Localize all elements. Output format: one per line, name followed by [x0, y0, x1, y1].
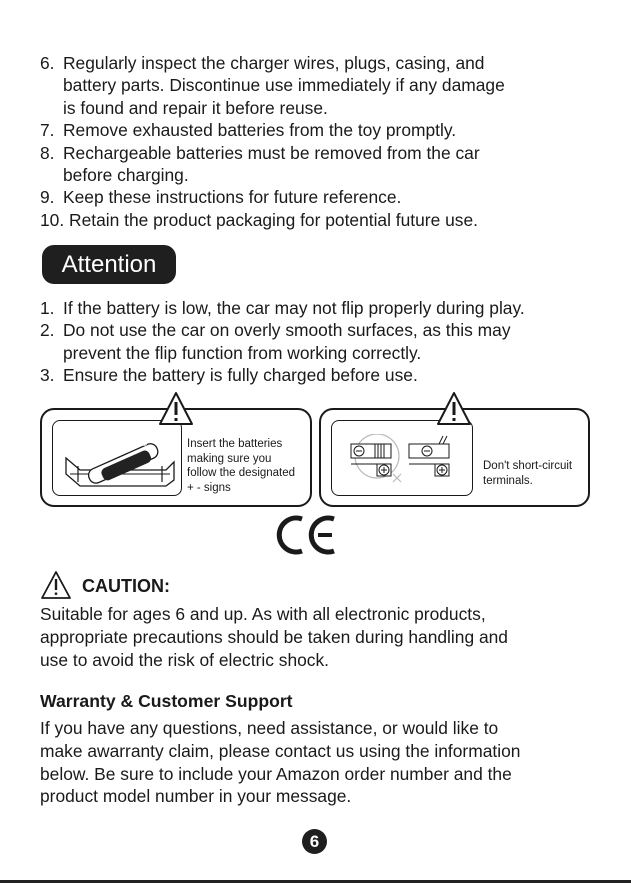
short-circuit-line: Don't short-circuit: [483, 460, 573, 472]
caution-line: appropriate precautions should be taken during handling and: [40, 626, 508, 647]
warranty-heading: Warranty & Customer Support: [40, 691, 293, 711]
instruction-number: 6.: [40, 53, 55, 73]
insert-line: making sure you: [187, 452, 272, 465]
short-circuit-line: terminals.: [483, 474, 533, 487]
insert-line: follow the designated: [187, 467, 296, 479]
ce-mark-logo: [276, 515, 338, 555]
insert-line: + - signs: [187, 481, 231, 494]
warranty-line: make awarranty claim, please contact us using the information: [40, 740, 521, 761]
caution-paragraph: [40, 603, 600, 671]
instruction-text-cont: battery parts. Discontinue use immediately if any damage: [63, 75, 505, 96]
instruction-text: Regularly inspect the charger wires, plugs, casing, and: [63, 53, 485, 73]
page-number-badge: 6: [302, 829, 327, 854]
caution-line: use to avoid the risk of electric shock.: [40, 649, 330, 670]
terminal-illustration: [339, 434, 469, 494]
attention-text-cont: prevent the flip function from working correctly.: [63, 342, 422, 363]
instruction-item: [40, 142, 610, 187]
instruction-number: 9.: [40, 187, 55, 208]
instruction-item: [40, 52, 610, 119]
instruction-number: 7.: [40, 120, 55, 141]
instruction-item: [40, 119, 610, 141]
battery-compartment-illustration: [56, 426, 180, 492]
warning-triangle-icon: [158, 391, 194, 427]
caution-title: CAUTION:: [82, 576, 170, 596]
attention-list: [40, 297, 610, 387]
attention-number: 1.: [40, 298, 55, 318]
instruction-list: [40, 52, 610, 231]
attention-item: [40, 319, 610, 364]
instruction-item: [40, 209, 610, 231]
instruction-number: 10.: [40, 209, 65, 230]
instruction-number: 8.: [40, 142, 55, 163]
insert-line: Insert the batteries: [187, 438, 283, 450]
instruction-text-cont: is found and repair it before reuse.: [63, 97, 328, 118]
instruction-text: Keep these instructions for future reference.: [63, 187, 402, 208]
insert-batteries-text: [187, 437, 307, 495]
attention-text: Ensure the battery is fully charged before use.: [63, 365, 418, 386]
instruction-item: [40, 186, 610, 208]
attention-text: Do not use the car on overly smooth surfaces, as this may: [63, 320, 511, 341]
caution-line: Suitable for ages 6 and up. As with all electronic products,: [40, 604, 486, 624]
attention-item: [40, 297, 610, 319]
warranty-line: below. Be sure to include your Amazon order number and the: [40, 763, 512, 784]
instruction-text: Retain the product packaging for potential future use.: [69, 209, 478, 230]
attention-text: If the battery is low, the car may not flip properly during play.: [63, 298, 525, 318]
attention-heading: Attention: [42, 245, 176, 284]
warranty-line: If you have any questions, need assistance, or would like to: [40, 718, 499, 738]
warranty-line: product model number in your message.: [40, 786, 352, 807]
instruction-text: Remove exhausted batteries from the toy promptly.: [63, 120, 457, 141]
instruction-text: Rechargeable batteries must be removed from the car: [63, 142, 480, 163]
attention-item: [40, 364, 610, 386]
warning-triangle-icon: [436, 391, 472, 427]
attention-number: 3.: [40, 365, 55, 386]
warning-triangle-icon: [40, 570, 72, 600]
instruction-text-cont: before charging.: [63, 165, 189, 186]
attention-number: 2.: [40, 320, 55, 341]
short-circuit-text: [483, 459, 585, 488]
svg-text:⊕: ⊕: [138, 436, 150, 449]
warranty-paragraph: [40, 717, 610, 808]
